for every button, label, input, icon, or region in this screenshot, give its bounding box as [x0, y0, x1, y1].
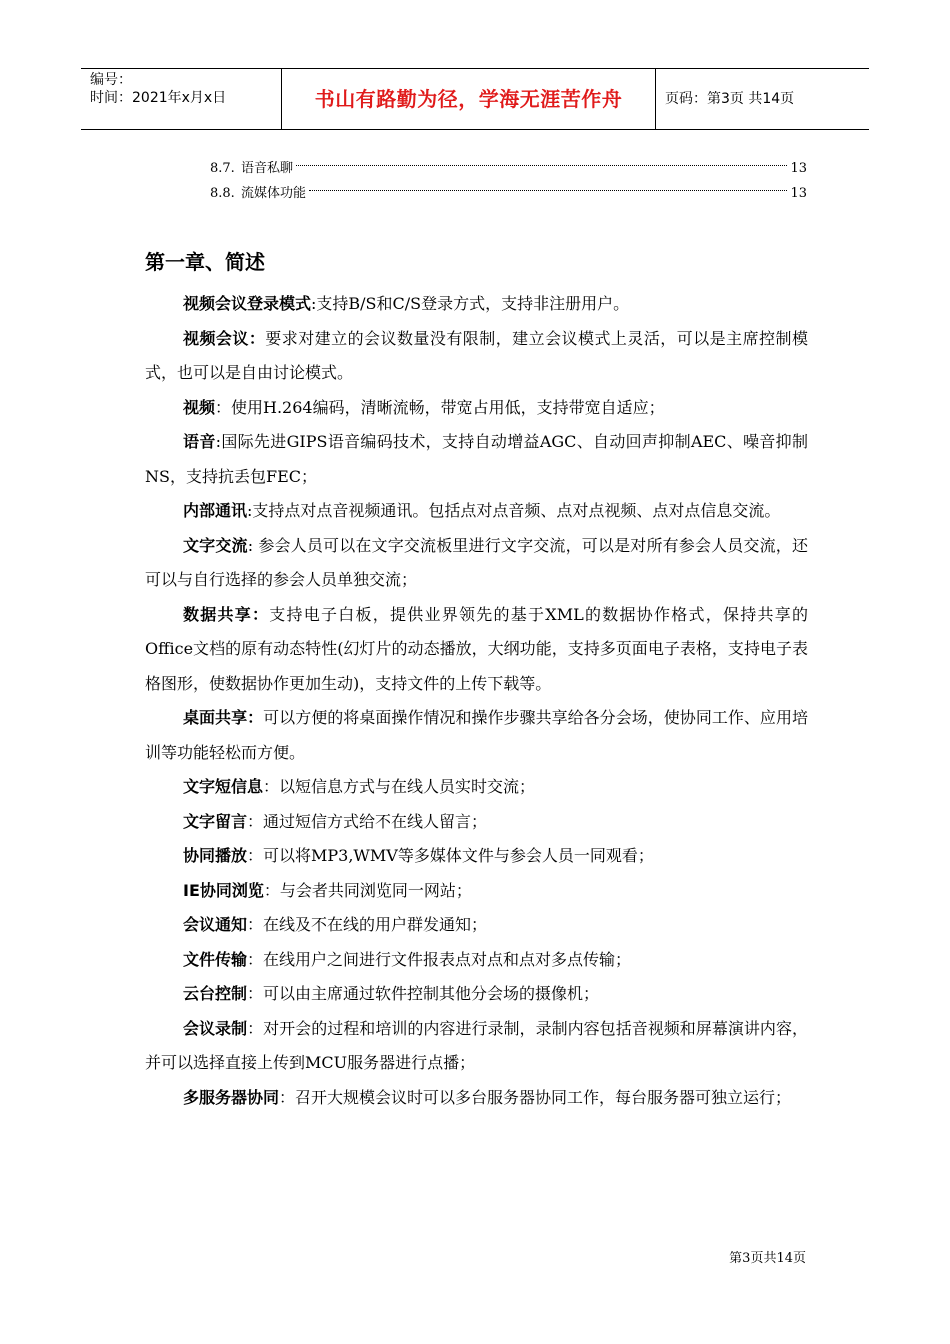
feature-description: ：可以由主席通过软件控制其他分会场的摄像机； [247, 984, 600, 1003]
feature-description: 要求对建立的会议数量没有限制，建立会议模式上灵活，可以是主席控制模式，也可以是自由讨论模式。 [145, 328, 808, 382]
feature-label: 协同播放 [183, 846, 248, 865]
feature-label: 文字短信息 [183, 777, 264, 796]
date-label: 时间：2021年x月x日 [90, 90, 227, 106]
feature-paragraph [145, 908, 808, 943]
feature-label: 云台控制 [183, 984, 248, 1003]
feature-label: 文件传输 [183, 949, 248, 969]
header-left-cell [81, 69, 281, 129]
feature-description: :国际先进GIPS语音编码技术，支持自动增益AGC、自动回声抑制AEC、噪音抑制NS，支持抗丢包FEC； [145, 432, 808, 486]
feature-paragraph [145, 977, 808, 1012]
page-header [81, 68, 869, 130]
feature-description: ：通过短信方式给不在线人留言； [247, 811, 488, 831]
feature-paragraph [145, 494, 808, 529]
feature-label: 多服务器协同 [183, 1087, 280, 1107]
toc-entry-title: 流媒体功能 [241, 186, 307, 201]
feature-description: : 参会人员可以在文字交流板里进行文字交流，可以是对所有参会人员交流，还可以与自行选择的参会人员单独交流； [145, 535, 808, 589]
feature-label: 会议录制 [183, 1018, 248, 1038]
feature-paragraph [145, 770, 808, 805]
feature-label: 内部通讯 [183, 501, 248, 520]
feature-description: ：使用H.264编码，清晰流畅，带宽占用低，支持带宽自适应； [215, 397, 665, 417]
feature-label: 数据共享： [183, 604, 270, 624]
feature-label: 文字留言 [183, 811, 248, 831]
feature-label: 桌面共享： [183, 708, 264, 727]
page-footer: 第3页共14页 [729, 1251, 806, 1266]
feature-paragraph [145, 1012, 808, 1081]
feature-paragraph [145, 874, 808, 909]
feature-description: ：以短信息方式与在线人员实时交流； [263, 777, 536, 796]
header-motto: 书山有路勤为径，学海无涯苦作舟 [281, 69, 656, 129]
feature-description: ：在线用户之间进行文件报表点对点和点对多点传输； [247, 949, 632, 969]
feature-description: :支持B/S和C/S登录方式，支持非注册用户。 [311, 294, 630, 313]
feature-paragraph [145, 805, 808, 840]
feature-paragraph [145, 598, 808, 702]
chapter-body [145, 287, 808, 1115]
feature-description: ：对开会的过程和培训的内容进行录制，录制内容包括音视频和屏幕演讲内容，并可以选择直接上传到MCU服务器进行点播； [145, 1018, 808, 1072]
feature-label: 视频会议： [183, 328, 266, 348]
feature-description: ：召开大规模会议时可以多台服务器协同工作，每台服务器可独立运行； [279, 1087, 792, 1107]
feature-paragraph [145, 322, 808, 391]
feature-description: :支持点对点音视频通讯。包括点对点音频、点对点视频、点对点信息交流。 [247, 501, 781, 520]
toc-entry-number: 8.8. [210, 186, 235, 201]
toc-entry[interactable] [210, 156, 807, 181]
feature-paragraph [145, 839, 808, 874]
toc-entry-page: 13 [790, 161, 807, 176]
toc-entry-number: 8.7. [210, 161, 235, 176]
feature-label: 视频会议登录模式 [183, 294, 312, 313]
feature-paragraph [145, 391, 808, 426]
toc-entry-page: 13 [790, 186, 807, 201]
toc-leader-dots [296, 165, 787, 166]
feature-description: ：在线及不在线的用户群发通知； [247, 915, 488, 934]
header-page-info: 页码：第3页 共14页 [665, 91, 795, 107]
number-label: 编号： [90, 72, 132, 88]
feature-paragraph [145, 287, 808, 322]
feature-paragraph [145, 529, 808, 598]
feature-description: 可以方便的将桌面操作情况和操作步骤共享给各分会场，使协同工作、应用培训等功能轻松而方便。 [145, 708, 808, 762]
toc-entry-title: 语音私聊 [241, 161, 294, 176]
feature-paragraph [145, 943, 808, 978]
feature-description: ：与会者共同浏览同一网站； [263, 880, 472, 900]
feature-description: 支持电子白板，提供业界领先的基于XML的数据协作格式，保持共享的Office文档的原有动态特性(幻灯片的动态播放，大纲功能，支持多页面电子表格，支持电子表格图形，使数据协作更加生动)，支持文件的上传下载等。 [145, 604, 808, 693]
toc-leader-dots [309, 190, 787, 191]
toc-entry[interactable] [210, 181, 807, 206]
feature-paragraph [145, 701, 808, 770]
feature-paragraph [145, 1081, 808, 1116]
feature-label: 语音 [183, 432, 216, 451]
feature-description: ：可以将MP3,WMV等多媒体文件与参会人员一同观看； [247, 846, 654, 865]
feature-label: 文字交流 [183, 535, 248, 555]
chapter-title: 第一章、简述 [145, 250, 265, 274]
feature-paragraph [145, 425, 808, 494]
feature-label: 会议通知 [183, 915, 248, 934]
feature-label: IE协同浏览 [183, 880, 264, 900]
feature-label: 视频 [183, 397, 216, 417]
table-of-contents [210, 156, 807, 206]
